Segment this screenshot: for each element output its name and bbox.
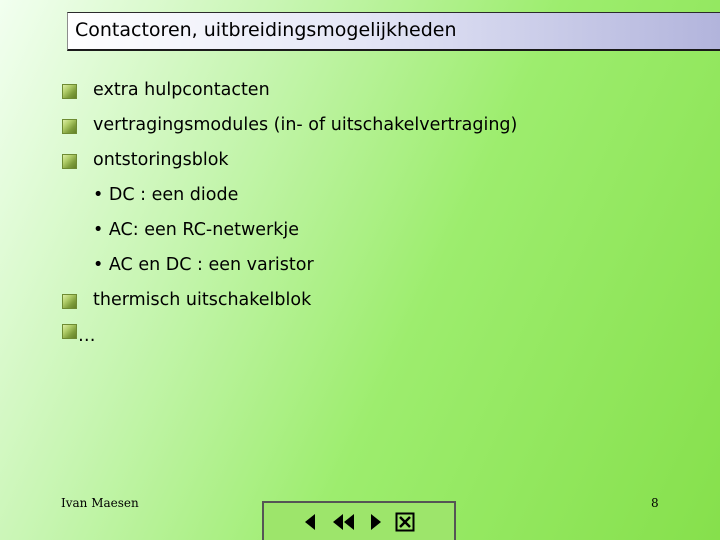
bullet-icon	[62, 324, 77, 339]
sub-list-item: • AC: een RC-netwerkje	[93, 220, 299, 240]
sub-list-item: • DC : een diode	[93, 185, 239, 205]
bullet-icon	[62, 294, 77, 309]
first-icon[interactable]	[332, 512, 356, 532]
next-icon[interactable]	[368, 512, 384, 532]
list-item: …	[78, 326, 96, 346]
title-bar	[67, 12, 720, 51]
list-item: extra hulpcontacten	[93, 80, 270, 100]
bullet-icon	[62, 154, 77, 169]
sub-list-item: • AC en DC : een varistor	[93, 255, 314, 275]
list-item: ontstoringsblok	[93, 150, 229, 170]
footer-author: Ivan Maesen	[61, 496, 139, 510]
close-icon[interactable]	[395, 512, 415, 532]
navigation-bar	[262, 501, 456, 540]
slide-title: Contactoren, uitbreidingsmogelijkheden	[75, 19, 457, 41]
previous-icon[interactable]	[302, 512, 318, 532]
page-number: 8	[651, 496, 659, 510]
list-item: vertragingsmodules (in- of uitschakelvertraging)	[93, 115, 518, 135]
list-item: thermisch uitschakelblok	[93, 290, 312, 310]
bullet-icon	[62, 119, 77, 134]
bullet-icon	[62, 84, 77, 99]
